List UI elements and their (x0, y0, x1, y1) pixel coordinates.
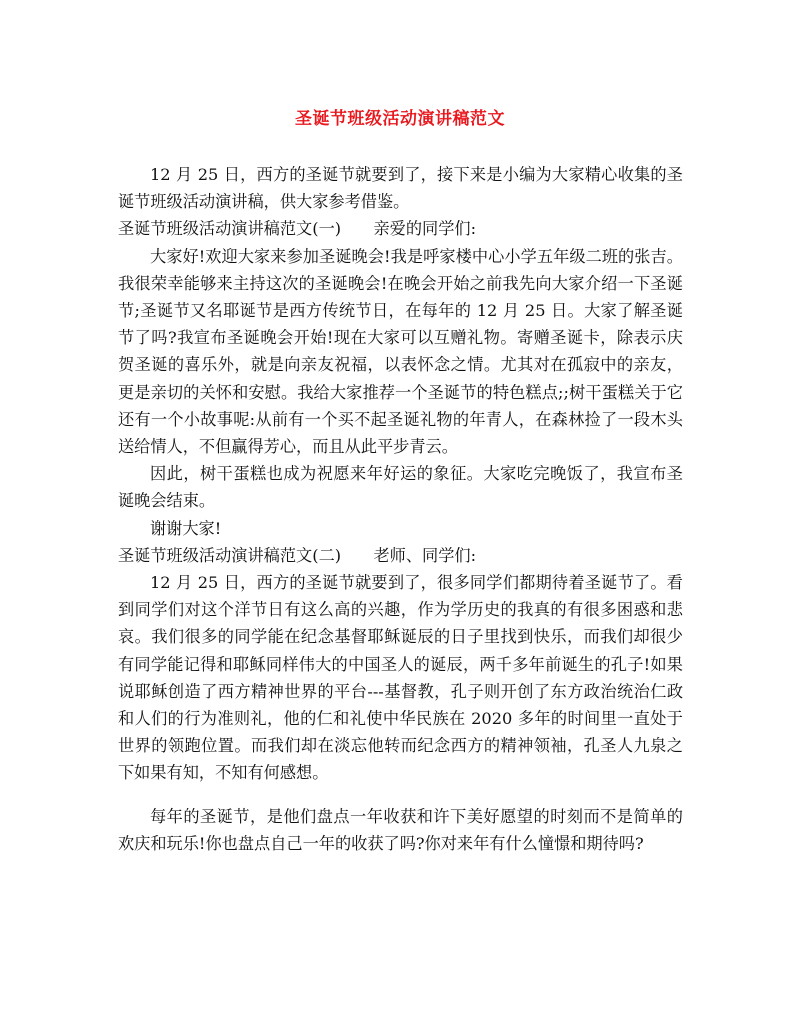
document-body (118, 161, 683, 857)
speech-two-heading: 圣诞节班级活动演讲稿范文(二) 老师、同学们: (118, 545, 477, 565)
speech-one-paragraph-1: 大家好!欢迎大家来参加圣诞晚会!我是呼家楼中心小学五年级二班的张吉。我很荣幸能够来主持这次的圣诞晚会!在晚会开始之前我先向大家介绍一下圣诞节;圣诞节又名耶诞节是西方传统节日，在每年的 12 月 25 日。大家了解圣诞节了吗?我宣布圣诞晚会开始!现在大家可以互赠礼物。寄赠圣诞卡，除表示庆贺圣诞的喜乐外，就是向亲友祝福，以表怀念之情。尤其对在孤寂中的亲友，更是亲切的关怀和安慰。我给大家推荐一个圣诞节的特色糕点;;树干蛋糕关于它还有一个小故事呢:从前有一个买不起圣诞礼物的年青人，在森林捡了一段木头送给情人，不但赢得芳心，而且从此平步青云。 (118, 246, 683, 457)
speech-one-paragraph-2: 因此，树干蛋糕也成为祝愿来年好运的象征。大家吃完晚饭了，我宣布圣诞晚会结束。 (118, 464, 683, 511)
speech-two-paragraph-2: 每年的圣诞节，是他们盘点一年收获和许下美好愿望的时刻而不是简单的欢庆和玩乐!你也盘点自己一年的收获了吗?你对来年有什么憧憬和期待吗? (118, 806, 683, 853)
document-title: 圣诞节班级活动演讲稿范文 (295, 109, 505, 129)
speech-one-heading: 圣诞节班级活动演讲稿范文(一) 亲爱的同学们: (118, 219, 477, 239)
speech-one-closing: 谢谢大家! (150, 518, 222, 538)
speech-two-paragraph-1: 12 月 25 日，西方的圣诞节就要到了，很多同学们都期待着圣诞节了。看到同学们对这个洋节日有这么高的兴趣，作为学历史的我真的有很多困惑和悲哀。我们很多的同学能在纪念基督耶稣诞辰的日子里找到快乐，而我们却很少有同学能记得和耶稣同样伟大的中国圣人的诞辰，两千多年前诞生的孔子!如果说耶稣创造了西方精神世界的平台---基督教，孔子则开创了东方政治统治仁政和人们的行为准则礼，他的仁和礼使中华民族在 2020 多年的时间里一直处于世界的领跑位置。而我们却在淡忘他转而纪念西方的精神领袖，孔圣人九泉之下如果有知，不知有何感想。 (118, 573, 684, 783)
intro-paragraph: 12 月 25 日，西方的圣诞节就要到了，接下来是小编为大家精心收集的圣诞节班级活动演讲稿，供大家参考借鉴。 (118, 165, 683, 212)
